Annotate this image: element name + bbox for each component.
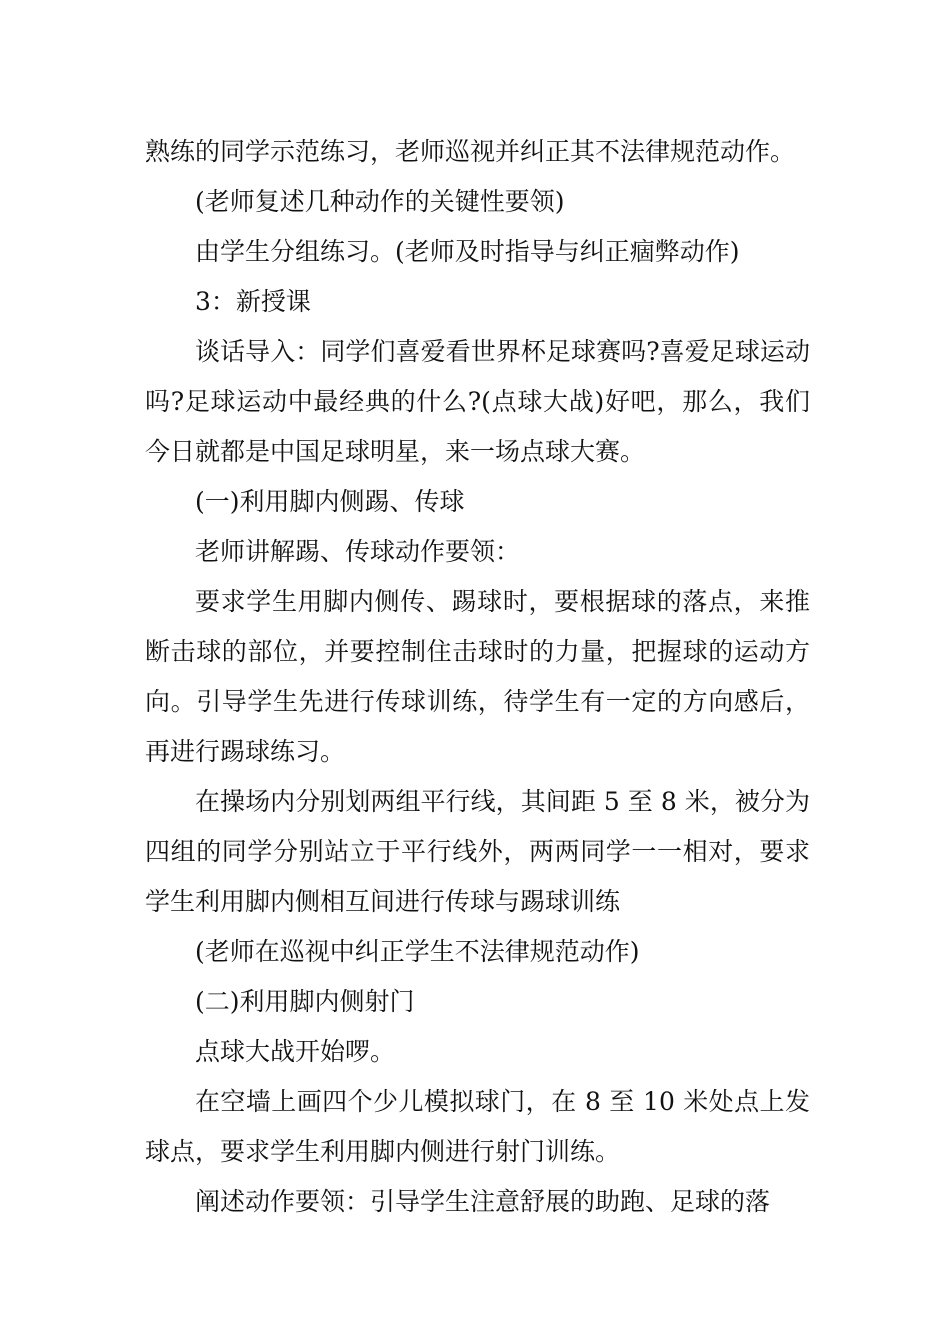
paragraph: 阐述动作要领：引导学生注意舒展的助跑、足球的落 <box>195 1187 771 1216</box>
subsection-heading: (二)利用脚内侧射门 <box>195 987 415 1016</box>
section-heading: 3：新授课 <box>195 287 311 316</box>
paragraph-note: (老师在巡视中纠正学生不法律规范动作) <box>195 937 640 966</box>
subsection-heading: (一)利用脚内侧踢、传球 <box>195 487 465 516</box>
paragraph: 点球大战开始啰。 <box>195 1037 396 1066</box>
document-body <box>145 127 810 1227</box>
paragraph: 在空墙上画四个少儿模拟球门，在 8 至 10 米处点上发球点，要求学生利用脚内侧进行射门训练。 <box>145 1087 810 1166</box>
paragraph-note: (老师复述几种动作的关键性要领) <box>195 187 565 216</box>
paragraph-continuation: 熟练的同学示范练习，老师巡视并纠正其不法律规范动作。 <box>145 137 796 166</box>
paragraph: 老师讲解踢、传球动作要领： <box>195 537 521 566</box>
paragraph: 谈话导入：同学们喜爱看世界杯足球赛吗?喜爱足球运动吗?足球运动中最经典的什么?(点球大战)好吧，那么，我们今日就都是中国足球明星，来一场点球大赛。 <box>145 337 810 466</box>
paragraph: 由学生分组练习。(老师及时指导与纠正痼弊动作) <box>195 237 740 266</box>
paragraph: 要求学生用脚内侧传、踢球时，要根据球的落点，来推断击球的部位，并要控制住击球时的力量，把握球的运动方向。引导学生先进行传球训练，待学生有一定的方向感后，再进行踢球练习。 <box>145 587 810 766</box>
paragraph: 在操场内分别划两组平行线，其间距 5 至 8 米，被分为四组的同学分别站立于平行线外，两两同学一一相对，要求学生利用脚内侧相互间进行传球与踢球训练 <box>145 787 810 916</box>
